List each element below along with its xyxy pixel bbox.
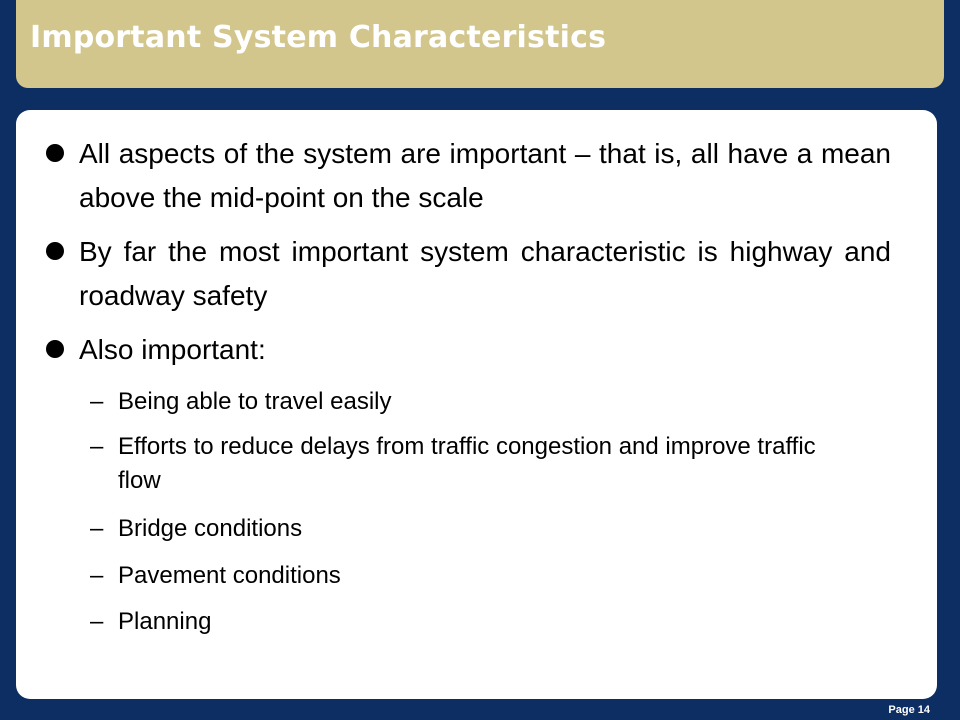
sub-bullet-text: Pavement conditions	[118, 562, 341, 589]
bullet-dot-icon	[46, 144, 64, 162]
content-panel	[16, 110, 937, 699]
bullet-dot-icon	[46, 242, 64, 260]
sub-bullet-text: Efforts to reduce delays from traffic congestion and improve traffic flow	[118, 433, 816, 494]
sub-bullet-dash: –	[90, 608, 104, 635]
title-bar	[16, 0, 944, 88]
sub-bullet-dash: –	[90, 562, 104, 589]
bullet-text: By far the most important system characteristic is highway and roadway safety	[79, 236, 891, 311]
bullet-text: All aspects of the system are important – that is, all have a mean above the mid-point on the scale	[79, 138, 891, 213]
sub-bullet-dash: –	[90, 433, 104, 460]
bullet-dot-icon	[46, 340, 64, 358]
sub-bullet-dash: –	[90, 515, 104, 542]
sub-bullet-text: Bridge conditions	[118, 515, 303, 542]
sub-bullet-dash: –	[90, 388, 104, 415]
sub-bullet-text: Being able to travel easily	[118, 388, 392, 415]
page-number: Page 14	[888, 704, 930, 716]
sub-bullet-text: Planning	[118, 608, 212, 635]
slide-title: Important System Characteristics	[30, 20, 607, 55]
bullet-text: Also important:	[79, 334, 266, 365]
